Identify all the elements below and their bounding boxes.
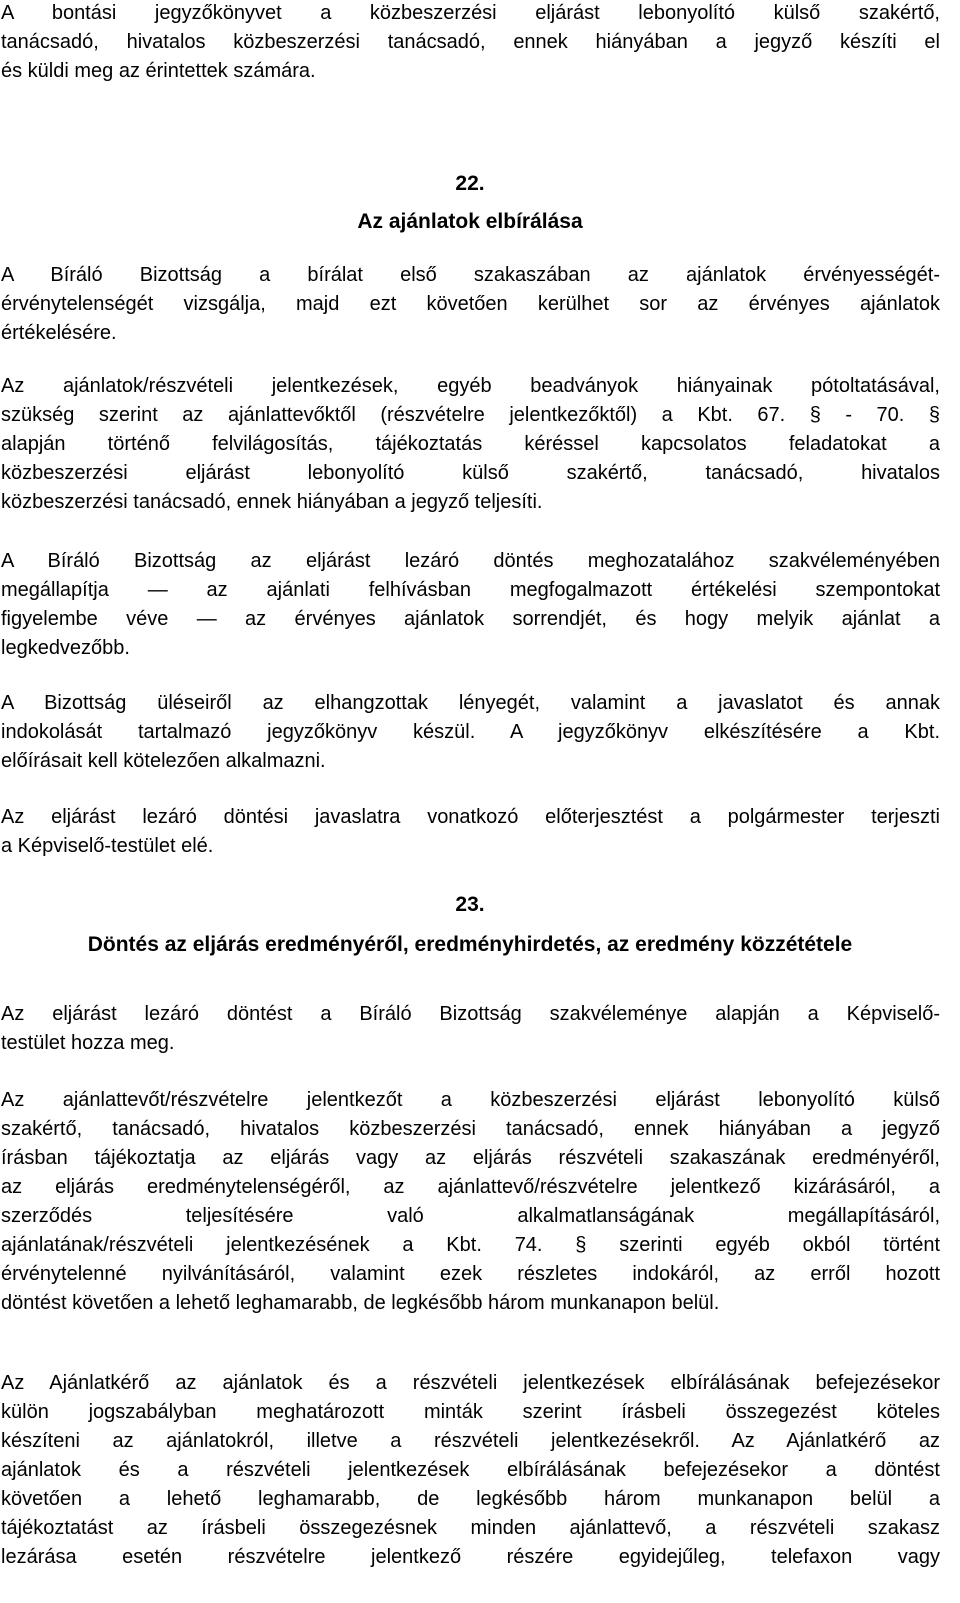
text-line: írásban tájékoztatja az eljárás vagy az eljárás részvételi szakaszának eredményéről,	[1, 1147, 940, 1169]
text-line: külön jogszabályban meghatározott minták szerint írásbeli összegezést köteles	[1, 1401, 940, 1423]
text-line: Az eljárást lezáró döntési javaslatra vonatkozó előterjesztést a polgármester terjeszti	[1, 806, 940, 828]
section-22-paragraph-5	[1, 803, 940, 861]
text-line: testület hozza meg.	[1, 1032, 175, 1054]
text-line: Az ajánlattevőt/részvételre jelentkezőt a közbeszerzési eljárást lebonyolító külső	[1, 1089, 940, 1111]
text-line: ajánlatok és a részvételi jelentkezések elbírálásának befejezésekor a döntést	[1, 1459, 940, 1481]
section-23-paragraph-3	[1, 1369, 940, 1572]
text-line: készíteni az ajánlatokról, illetve a részvételi jelentkezésekről. Az Ajánlatkérő az	[1, 1430, 940, 1452]
text-line: és küldi meg az érintettek számára.	[1, 60, 316, 82]
text-line: közbeszerzési eljárást lebonyolító külső szakértő, tanácsadó, hivatalos	[1, 462, 940, 484]
text-line: Az eljárást lezáró döntést a Bíráló Bizottság szakvéleménye alapján a Képviselő-	[1, 1003, 940, 1025]
text-line: A Bíráló Bizottság az eljárást lezáró döntés meghozatalához szakvéleményében	[1, 550, 940, 572]
intro-paragraph	[1, 0, 940, 86]
section-22-paragraph-2	[1, 372, 940, 517]
text-line: A Bizottság üléseiről az elhangzottak lényegét, valamint a javaslatot és annak	[1, 692, 940, 714]
text-line: a Képviselő-testület elé.	[1, 835, 214, 857]
section-22-title: Az ajánlatok elbírálása	[357, 210, 583, 233]
text-line: szükség szerint az ajánlattevőktől (részvételre jelentkezőktől) a Kbt. 67. § - 70. §	[1, 404, 940, 426]
text-line: Az Ajánlatkérő az ajánlatok és a részvételi jelentkezések elbírálásának befejezésekor	[1, 1372, 940, 1394]
text-line: indokolását tartalmazó jegyzőkönyv készül. A jegyzőkönyv elkészítésére a Kbt.	[1, 721, 940, 743]
section-22-paragraph-4	[1, 689, 940, 776]
text-line: követően a lehető leghamarabb, de legkésőbb három munkanapon belül a	[1, 1488, 940, 1510]
section-23-title: Döntés az eljárás eredményéről, eredményhirdetés, az eredmény közzététele	[87, 933, 853, 956]
text-line: lezárása esetén részvételre jelentkező részére egyidejűleg, telefaxon vagy	[1, 1546, 940, 1568]
text-line: érvénytelenné nyilvánításáról, valamint ezek részletes indokáról, az erről hozott	[1, 1263, 940, 1285]
text-line: szerződés teljesítésére való alkalmatlanságának megállapításáról,	[1, 1205, 940, 1227]
text-line: tájékoztatást az írásbeli összegezésnek minden ajánlattevő, a részvételi szakasz	[1, 1517, 940, 1539]
text-line: figyelembe véve — az érvényes ajánlatok sorrendjét, és hogy melyik ajánlat a	[1, 608, 940, 630]
text-line: alapján történő felvilágosítás, tájékoztatás kéréssel kapcsolatos feladatokat a	[1, 433, 940, 455]
text-line: döntést követően a lehető leghamarabb, de legkésőbb három munkanapon belül.	[1, 1292, 720, 1314]
text-line: értékelésére.	[1, 322, 117, 344]
section-23-paragraph-1	[1, 1000, 940, 1058]
text-line: az eljárás eredménytelenségéről, az ajánlattevő/részvételre jelentkező kizárásáról, a	[1, 1176, 940, 1198]
section-23-paragraph-2	[1, 1086, 940, 1318]
text-line: érvénytelenségét vizsgálja, majd ezt követően kerülhet sor az érvényes ajánlatok	[1, 293, 940, 315]
text-line: A bontási jegyzőkönyvet a közbeszerzési eljárást lebonyolító külső szakértő,	[1, 2, 940, 24]
section-22-paragraph-1	[1, 261, 940, 348]
section-23-number: 23.	[455, 893, 485, 916]
section-22-number: 22.	[455, 172, 485, 195]
section-22-paragraph-3	[1, 547, 940, 663]
text-line: megállapítja — az ajánlati felhívásban megfogalmazott értékelési szempontokat	[1, 579, 940, 601]
text-line: ajánlatának/részvételi jelentkezésének a Kbt. 74. § szerinti egyéb okból történt	[1, 1234, 940, 1256]
text-line: közbeszerzési tanácsadó, ennek hiányában a jegyző teljesíti.	[1, 491, 543, 513]
text-line: legkedvezőbb.	[1, 637, 130, 659]
text-line: Az ajánlatok/részvételi jelentkezések, egyéb beadványok hiányainak pótoltatásával,	[1, 375, 940, 397]
text-line: tanácsadó, hivatalos közbeszerzési tanácsadó, ennek hiányában a jegyző készíti el	[1, 31, 940, 53]
text-line: A Bíráló Bizottság a bírálat első szakaszában az ajánlatok érvényességét-	[1, 264, 940, 286]
text-line: szakértő, tanácsadó, hivatalos közbeszerzési tanácsadó, ennek hiányában a jegyző	[1, 1118, 940, 1140]
text-line: előírásait kell kötelezően alkalmazni.	[1, 750, 326, 772]
